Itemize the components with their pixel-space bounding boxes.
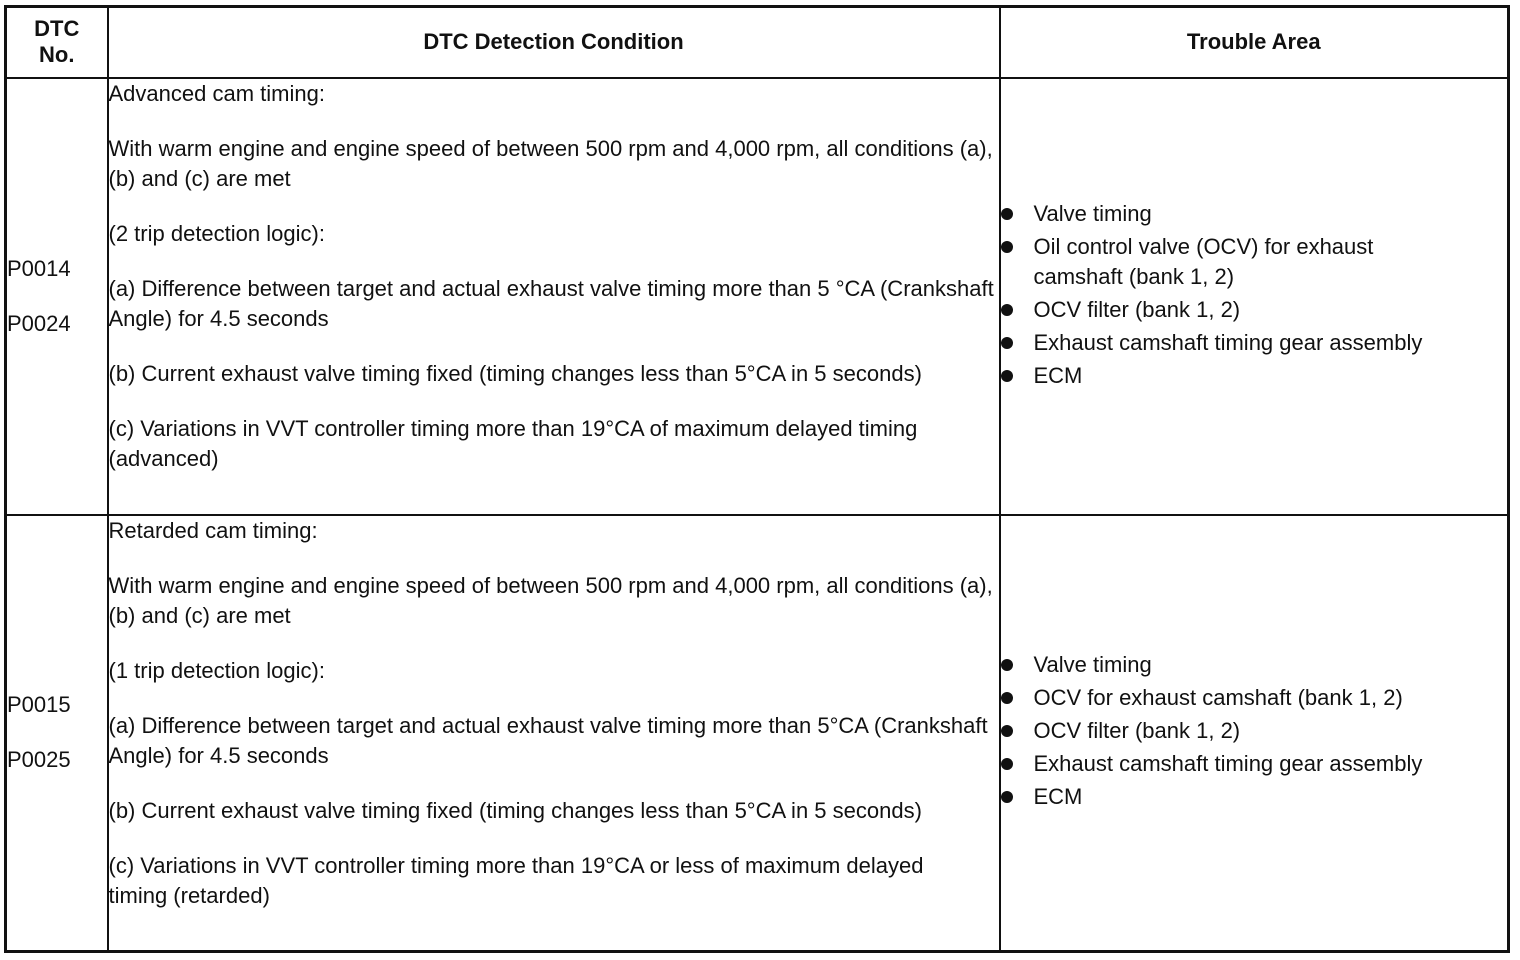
list-item [1001,295,1508,325]
dtc-code-cell [6,78,108,515]
dtc-code: P0024 [7,310,71,336]
dtc-code: P0015 [7,692,71,718]
trouble-area-list [1001,650,1508,812]
trouble-area-text: Valve timing [1033,652,1152,678]
trouble-area-text: Oil control valve (OCV) for exhaust camshaft (bank 1, 2) [1033,233,1374,289]
condition-line: (b) Current exhaust valve timing fixed (timing changes less than 5°CA in 5 seconds) [108,797,922,823]
header-trouble-area-label: Trouble Area [1186,29,1321,55]
condition-line: Advanced cam timing: [108,80,325,106]
bullet-icon [1001,791,1013,803]
trouble-area-list [1001,199,1508,391]
list-item [1001,749,1508,779]
header-dtc-no-label: DTC No. [34,16,80,68]
dtc-code: P0014 [7,255,71,281]
list-item [1001,683,1508,713]
trouble-area-cell [1000,78,1509,515]
condition-line: (c) Variations in VVT controller timing more than 19°CA or less of maximum delayed timing (retarded) [108,852,924,908]
condition-line: (c) Variations in VVT controller timing more than 19°CA of maximum delayed timing (advanced) [108,415,918,471]
condition-line: With warm engine and engine speed of between 500 rpm and 4,000 rpm, all conditions (a), (b) and (c) are met [108,572,993,628]
bullet-icon [1001,692,1013,704]
table-row [6,78,1509,515]
detection-condition-cell [108,515,1000,952]
dtc-code: P0025 [7,747,71,773]
trouble-area-text: Valve timing [1033,200,1152,226]
bullet-icon [1001,725,1013,737]
list-item [1001,232,1508,292]
trouble-area-text: ECM [1033,784,1083,810]
list-item [1001,782,1508,812]
bullet-icon [1001,659,1013,671]
list-item [1001,650,1508,680]
condition-line: With warm engine and engine speed of between 500 rpm and 4,000 rpm, all conditions (a), (b) and (c) are met [108,135,993,191]
trouble-area-text: Exhaust camshaft timing gear assembly [1033,751,1423,777]
list-item [1001,361,1508,391]
table-row [6,515,1509,952]
header-detection-condition [108,7,1000,78]
header-row [6,7,1509,78]
header-detection-condition-label: DTC Detection Condition [423,29,684,55]
list-item [1001,199,1508,229]
condition-line: Retarded cam timing: [108,517,318,543]
trouble-area-text: OCV for exhaust camshaft (bank 1, 2) [1033,685,1403,711]
dtc-code-cell [6,515,108,952]
detection-condition-cell [108,78,1000,515]
header-trouble-area [1000,7,1509,78]
bullet-icon [1001,337,1013,349]
list-item [1001,716,1508,746]
trouble-area-text: OCV filter (bank 1, 2) [1033,296,1241,322]
bullet-icon [1001,304,1013,316]
bullet-icon [1001,241,1013,253]
condition-line: (b) Current exhaust valve timing fixed (timing changes less than 5°CA in 5 seconds) [108,360,922,386]
trouble-area-text: ECM [1033,362,1083,388]
condition-line: (1 trip detection logic): [108,657,325,683]
header-dtc-no [6,7,108,78]
list-item [1001,328,1508,358]
trouble-area-text: Exhaust camshaft timing gear assembly [1033,329,1423,355]
condition-line: (a) Difference between target and actual exhaust valve timing more than 5°CA (Crankshaft Angle) for 4.5 seconds [108,712,988,768]
trouble-area-text: OCV filter (bank 1, 2) [1033,718,1241,744]
bullet-icon [1001,370,1013,382]
bullet-icon [1001,758,1013,770]
condition-line: (a) Difference between target and actual exhaust valve timing more than 5 °CA (Crankshaft Angle) for 4.5 seconds [108,275,994,331]
trouble-area-cell [1000,515,1509,952]
bullet-icon [1001,208,1013,220]
condition-line: (2 trip detection logic): [108,220,325,246]
dtc-table [4,5,1510,953]
